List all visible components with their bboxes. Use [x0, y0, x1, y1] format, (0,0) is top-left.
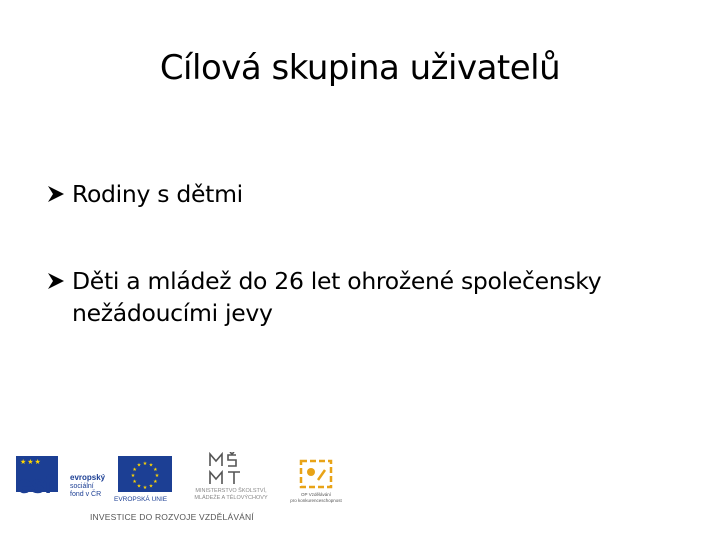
eu-stars-icon: ★★★ — [20, 459, 42, 466]
eu-caption: EVROPSKÁ UNIE — [114, 496, 168, 503]
eu-logo — [114, 456, 174, 508]
op-caption — [286, 492, 346, 504]
op-caption-line: OP Vzdělávání — [301, 492, 331, 497]
svg-text:★: ★ — [153, 467, 158, 473]
eu-flag-icon — [118, 456, 172, 492]
svg-text:★: ★ — [132, 467, 137, 473]
bullet-list — [46, 178, 686, 329]
svg-text:★: ★ — [130, 473, 136, 479]
esf-caption-line: fond v ČR — [70, 491, 102, 498]
svg-text:★: ★ — [136, 483, 142, 490]
msmt-logo — [176, 452, 286, 508]
op-logo — [286, 458, 346, 508]
arrow-bullet-icon — [46, 271, 66, 291]
svg-text:★: ★ — [148, 483, 154, 490]
msmt-caption-line: MLÁDEŽE A TĚLOVÝCHOVY — [194, 495, 268, 501]
bullet-item — [46, 265, 686, 329]
bullet-text: Děti a mládež do 26 let ohrožené společensky nežádoucími jevy — [72, 267, 602, 327]
svg-text:★: ★ — [154, 473, 160, 479]
slide-title: Cílová skupina uživatelů — [159, 48, 561, 88]
esf-logo-text: esf — [17, 469, 52, 499]
arrow-bullet-icon — [46, 184, 66, 204]
esf-caption-line: evropský — [70, 473, 106, 482]
op-frame-icon — [298, 458, 334, 490]
bullet-item — [46, 178, 686, 210]
investice-tagline: INVESTICE DO ROZVOJE VZDĚLÁVÁNÍ — [90, 512, 254, 522]
svg-text:★: ★ — [142, 485, 148, 491]
op-caption-line: pro konkurenceschopnost — [290, 498, 342, 503]
esf-logo — [14, 454, 112, 504]
esf-caption-line: sociální — [70, 483, 94, 490]
logo-strip — [14, 452, 344, 524]
esf-caption — [70, 474, 116, 499]
msmt-caption — [176, 488, 286, 502]
bullet-text: Rodiny s dětmi — [72, 180, 243, 208]
svg-text:★: ★ — [153, 479, 158, 485]
svg-text:★: ★ — [132, 479, 137, 485]
svg-text:★: ★ — [142, 461, 148, 467]
svg-text:★: ★ — [148, 462, 154, 469]
msmt-caption-line: MINISTERSTVO ŠKOLSTVÍ, — [195, 488, 267, 494]
msmt-mark-icon — [206, 452, 256, 486]
svg-text:★: ★ — [136, 462, 142, 469]
